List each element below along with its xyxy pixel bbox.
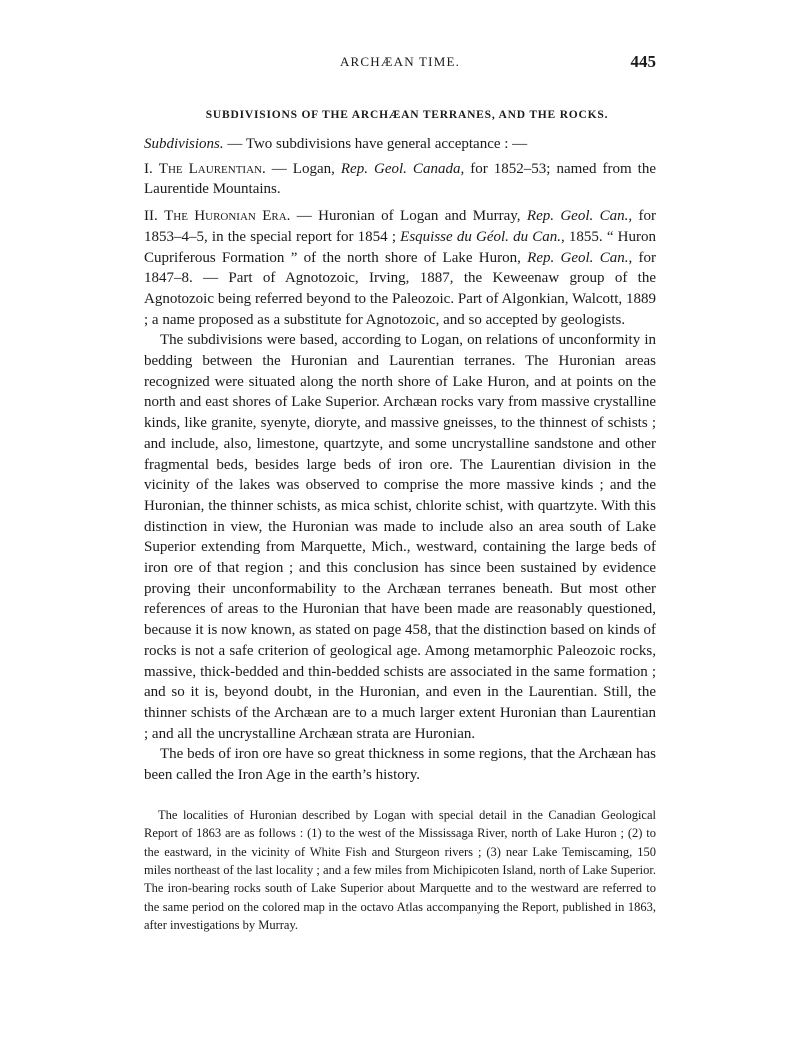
entry-2-ref-1: Rep. Geol. Can., (526, 208, 633, 225)
entry-2-text-3: 1855. “ Huron Cupriferous Formation ” of the north shore of Lake Huron, (144, 228, 656, 266)
entry-2-ref-3: Rep. Geol. Can., (527, 249, 633, 266)
entry-2-numeral: II. (144, 208, 165, 225)
entry-2-text-2: for 1853–4–5, in the special report for 1854 ; (144, 208, 656, 245)
entry-1-dash: — Logan, (265, 160, 341, 177)
body-paragraph-iron-ore: The beds of iron ore have so great thickness in some regions, that the Archæan has been called the Iron Age in the earth’s history. (144, 746, 656, 784)
intro-text: — Two subdivisions have general acceptance : — (223, 136, 528, 152)
entry-huronian (144, 206, 656, 330)
section-heading: SUBDIVISIONS OF THE ARCHÆAN TERRANES, AND THE ROCKS. (205, 109, 609, 121)
running-title: ARCHÆAN TIME. (339, 54, 461, 69)
body-paragraph-subdivisions: The subdivisions were based, according to Logan, on relations of unconformity in bedding between the Huronian and Laurentian terranes. The Huronian areas recognized were situated along the north shore of Lake Huron, and at points on the north and east shores of Lake Superior. Archæan rocks vary from massive crystalline kinds, like granite, syenyte, dioryte, and massive gneisses, to the thinnest of schists ; and include, also, limestone, quartzyte, and some uncrystalline sandstone and other fragmental beds, besides large beds of iron ore. The Laurentian division in the vicinity of the lakes was observed to comprise the more massive kinds ; and the Huronian, the thinner schists, as mica schist, chlorite schist, with quartzyte. With this distinction in view, the Huronian was made to include also an area south of Lake Superior extending from Marquette, Mich., westward, containing the large beds of iron ore of that region ; and this conclusion has since been sustained by evidence proving their unconformability to the Archæan terranes beneath. But most other references of areas to the Huronian that have been made are reasonably questioned, because it is now known, as stated on page 458, that the distinction based on kinds of rocks is not a safe criterion of geological age. Among metamorphic Paleozoic rocks, massive, thick-bedded and thin-bedded schists are associated in the same formation ; and so it is, beyond doubt, in the Huronian, and even in the Laurentian. Still, the thinner schists of the Archæan are to a much larger extent Huronian than Laurentian ; and all the uncrystalline Archæan strata are Huronian. (144, 332, 656, 742)
book-page (144, 52, 656, 947)
entry-2-ref-2: Esquisse du Géol. du Can., (400, 228, 565, 245)
footnote: The localities of Huronian described by Logan with special detail in the Canadian Geological Report of 1863 are as follows : (1) to the west of the Mississaga River, north of Lake Huron ; (2) to the eastward, in the vicinity of White Fish and Sturgeon rivers ; (3) near Lake Temiscaming, 150 miles northeast of the last locality ; and a few miles from Michipicoten Island, north of Lake Superior. The iron-bearing rocks south of Lake Superior about Marquette and to the westward are referred to the same period on the colored map in the octavo Atlas accompanying the Report, published in 1863, after investigations by Murray. (144, 807, 656, 933)
page-number: 445 (630, 52, 656, 71)
entry-2-text-1: — Huronian of Logan and Murray, (290, 208, 527, 225)
running-head (144, 52, 656, 76)
entry-1-rest: for 1852–53; named from the Laurentide Mountains. (144, 160, 656, 198)
entry-laurentian (144, 159, 656, 200)
intro-label: Subdivisions. (144, 136, 224, 152)
entry-1-numeral: I. (144, 160, 159, 177)
intro-paragraph (144, 134, 656, 155)
entry-2-text-4: for 1847–8. — Part of Agnotozoic, Irving, 1887, the Keweenaw group of the Agnotozoic being referred beyond to the Paleozoic. Part of Algonkian, Walcott, 1889 ; a name proposed as a substitute for Agnotozoic, and so accepted by geologists. (144, 249, 657, 328)
entry-1-name: The Laurentian. (158, 160, 266, 177)
entry-1-reference: Rep. Geol. Canada, (340, 160, 465, 177)
entry-2-name: The Huronian Era. (164, 208, 291, 225)
